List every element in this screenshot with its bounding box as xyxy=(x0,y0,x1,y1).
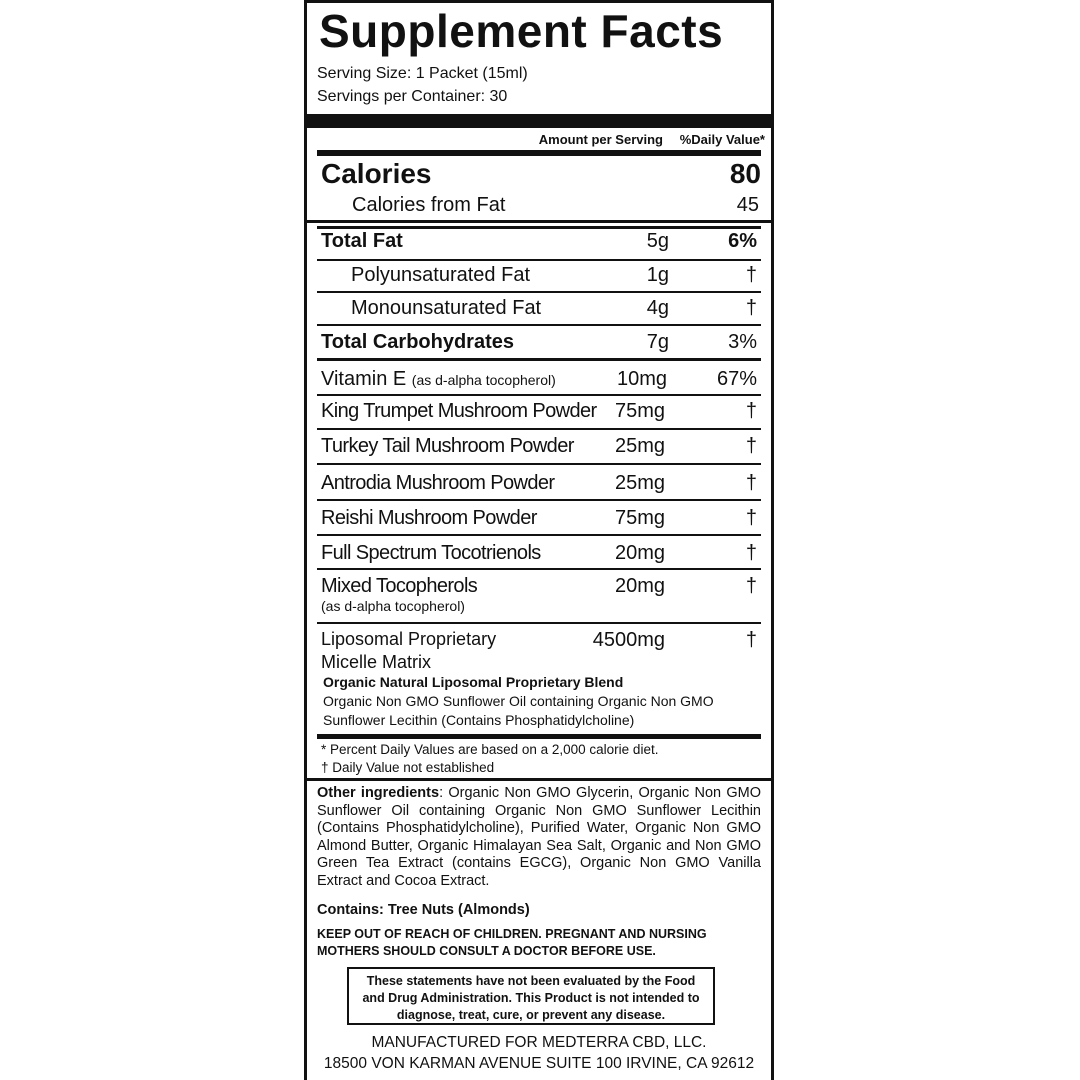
thick-divider xyxy=(307,114,771,128)
calories-from-fat-value: 45 xyxy=(736,194,759,216)
other-ingredients-label: Other ingredients xyxy=(317,785,440,801)
nutrient-name: Antrodia Mushroom Powder xyxy=(321,472,555,494)
nutrient-name: Monounsaturated Fat xyxy=(351,297,542,319)
nutrient-name-note: (as d-alpha tocopherol) xyxy=(411,372,556,388)
nutrient-dv: 67% xyxy=(716,368,757,390)
footnote-divider xyxy=(317,734,761,739)
nutrient-dv: † xyxy=(745,297,757,319)
nutrient-row-turkey-tail xyxy=(321,431,759,464)
nutrient-dv: 3% xyxy=(728,331,757,353)
nutrient-dv: † xyxy=(745,542,757,564)
nutrient-row-polyunsaturated-fat xyxy=(321,260,759,293)
fda-line1: These statements have not been evaluated by the Food xyxy=(366,974,696,988)
nutrient-amount: 7g xyxy=(646,331,669,353)
fda-disclaimer-box xyxy=(347,967,715,1025)
nutrient-amount: 10mg xyxy=(616,368,667,390)
fda-line2: and Drug Administration. This Product is not intended to xyxy=(362,991,700,1005)
nutrient-amount: 25mg xyxy=(614,472,665,494)
nutrient-name-line1: Liposomal Proprietary xyxy=(321,629,497,649)
nutrient-dv: † xyxy=(745,400,757,422)
nutrient-amount: 20mg xyxy=(614,575,665,597)
nutrient-dv: 6% xyxy=(728,230,757,252)
row-divider xyxy=(317,568,761,570)
nutrient-name: Turkey Tail Mushroom Powder xyxy=(321,435,574,457)
nutrient-name: Vitamin E xyxy=(321,368,407,390)
row-divider xyxy=(317,358,761,361)
warning-line1: KEEP OUT OF REACH OF CHILDREN. PREGNANT AND NURSING xyxy=(317,927,707,941)
nutrient-name: Reishi Mushroom Powder xyxy=(321,507,537,529)
nutrient-dv: † xyxy=(745,472,757,494)
nutrient-name: Full Spectrum Tocotrienols xyxy=(321,542,541,564)
row-divider xyxy=(317,324,761,326)
fda-line3: diagnose, treat, cure, or prevent any disease. xyxy=(396,1008,666,1022)
supplement-facts-label xyxy=(304,0,774,1080)
nutrient-amount: 75mg xyxy=(614,400,665,422)
top-border xyxy=(307,0,771,3)
nutrient-amount: 1g xyxy=(646,264,669,286)
nutrient-row-mixed-tocopherols xyxy=(321,571,759,623)
nutrient-amount: 4g xyxy=(646,297,669,319)
blend-line2: Sunflower Lecithin (Contains Phosphatidylcholine) xyxy=(323,712,635,728)
nutrient-name: Total Carbohydrates xyxy=(321,331,514,353)
nutrient-dv: † xyxy=(745,264,757,286)
nutrient-row-total-carbohydrates xyxy=(321,327,759,360)
nutrient-name-line2: Micelle Matrix xyxy=(321,652,432,672)
footnote-dagger: † Daily Value not established xyxy=(321,760,495,775)
manufacturer-line2: 18500 VON KARMAN AVENUE SUITE 100 IRVINE, CA 92612 xyxy=(323,1055,755,1072)
row-divider xyxy=(317,622,761,624)
nutrient-dv: † xyxy=(745,507,757,529)
servings-per-container: Servings per Container: 30 xyxy=(317,88,508,105)
nutrient-name: King Trumpet Mushroom Powder xyxy=(321,400,597,422)
row-divider xyxy=(317,463,761,465)
daily-value-header: %Daily Value* xyxy=(679,132,765,147)
nutrient-amount: 25mg xyxy=(614,435,665,457)
row-divider xyxy=(317,428,761,430)
nutrient-row-monounsaturated-fat xyxy=(321,293,759,326)
header-divider xyxy=(317,150,761,156)
nutrient-name: Total Fat xyxy=(321,230,403,252)
nutrient-row-liposomal-matrix xyxy=(321,625,759,673)
nutrient-row-antrodia xyxy=(321,468,759,501)
calories-box-bottom xyxy=(307,220,771,223)
allergen-statement: Contains: Tree Nuts (Almonds) xyxy=(317,902,530,918)
nutrient-amount: 4500mg xyxy=(592,629,665,651)
calories-label: Calories xyxy=(321,158,432,189)
nutrient-dv: † xyxy=(745,575,757,597)
nutrient-name: Mixed Tocopherols xyxy=(321,575,478,597)
manufacturer-line1: MANUFACTURED FOR MEDTERRA CBD, LLC. xyxy=(371,1034,707,1051)
serving-size: Serving Size: 1 Packet (15ml) xyxy=(317,65,528,82)
row-divider xyxy=(317,499,761,501)
warning-line2: MOTHERS SHOULD CONSULT A DOCTOR BEFORE USE. xyxy=(317,944,656,958)
nutrient-amount: 20mg xyxy=(614,542,665,564)
amount-per-serving-header: Amount per Serving xyxy=(538,132,663,147)
nutrient-name-wrap xyxy=(321,368,556,391)
nutrient-amount: 5g xyxy=(646,230,669,252)
row-divider xyxy=(317,534,761,536)
nutrient-row-king-trumpet xyxy=(321,396,759,429)
nutrient-row-tocotrienols xyxy=(321,538,759,571)
nutrient-row-vitamin-e xyxy=(321,364,759,397)
blend-line1: Organic Non GMO Sunflower Oil containing Organic Non GMO xyxy=(323,693,714,709)
nutrient-name-note: (as d-alpha tocopherol) xyxy=(321,598,465,614)
nutrient-row-reishi xyxy=(321,503,759,536)
blend-title: Organic Natural Liposomal Proprietary Blend xyxy=(323,674,624,690)
nutrient-dv: † xyxy=(745,629,757,651)
nutrient-amount: 75mg xyxy=(614,507,665,529)
other-ingredients-text: : Organic Non GMO Glycerin, Organic Non GMO Sunflower Oil containing Organic Non GMO Sunflower Lecithin (Contains Phosphatidylcholine), Purified Water, Organic Non GMO Almond Butter, Organic Himalayan Sea Salt, Organic and Non GMO Green Tea Extract (contains EGCG), Organic Non GMO Vanilla Extract and Cocoa Extract. xyxy=(317,785,761,889)
nutrient-row-total-fat xyxy=(321,226,759,259)
label-title: Supplement Facts xyxy=(319,5,724,57)
facts-box-bottom xyxy=(307,778,771,781)
calories-from-fat-label: Calories from Fat xyxy=(352,194,506,216)
nutrient-dv: † xyxy=(745,435,757,457)
footnote-percent: * Percent Daily Values are based on a 2,000 calorie diet. xyxy=(321,742,659,757)
nutrient-name: Polyunsaturated Fat xyxy=(351,264,530,286)
calories-value: 80 xyxy=(729,158,761,189)
other-ingredients xyxy=(317,785,761,890)
